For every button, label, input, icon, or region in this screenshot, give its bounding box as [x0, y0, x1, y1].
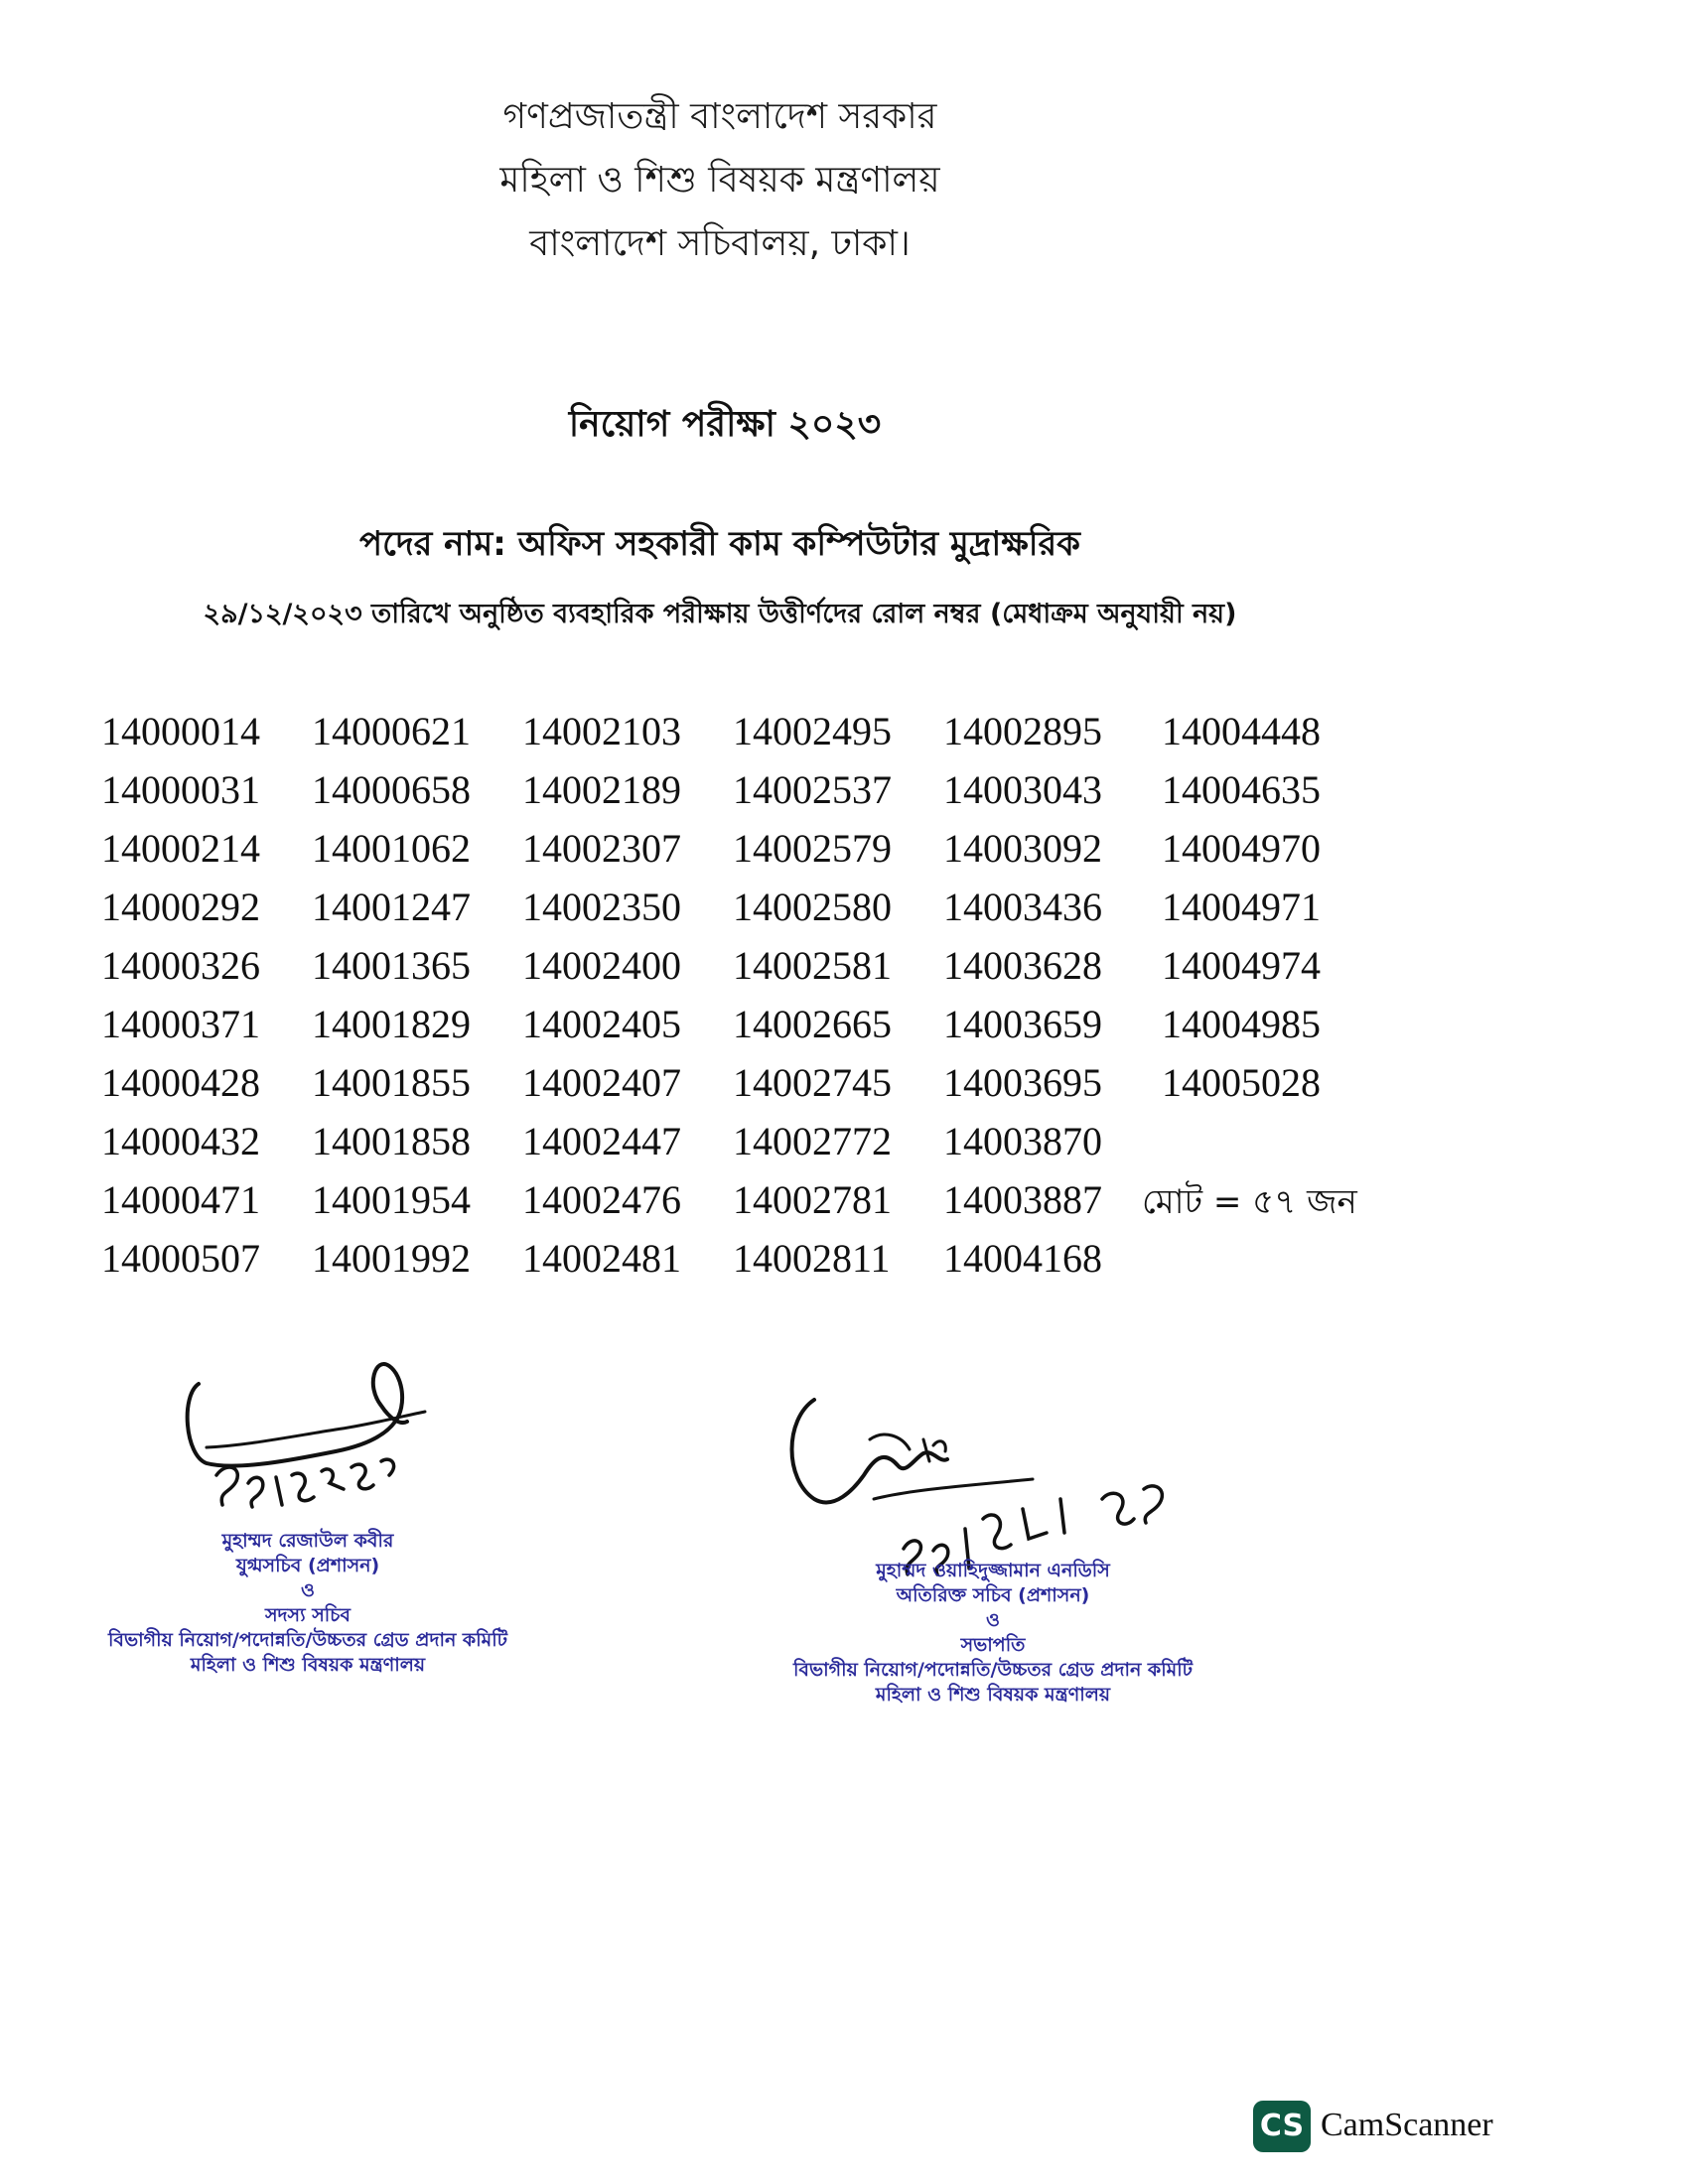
roll-number: 14002745 [733, 1060, 892, 1105]
roll-number: 14003436 [943, 885, 1102, 929]
roll-number: 14001954 [312, 1177, 471, 1222]
camscanner-watermark: CamScanner [1321, 2107, 1493, 2143]
left-signature-icon [177, 1326, 445, 1525]
roll-number: 14002580 [733, 885, 892, 929]
ministry-name: মহিলা ও শিশু বিষয়ক মন্ত্রণালয় [499, 160, 940, 201]
ministry-header [0, 85, 1440, 276]
roll-number: 14002481 [522, 1236, 681, 1281]
roll-number: 14000214 [101, 826, 260, 871]
roll-number: 14001365 [312, 943, 471, 988]
roll-number: 14001858 [312, 1119, 471, 1163]
roll-number: 14002581 [733, 943, 892, 988]
roll-number: 14000621 [312, 709, 471, 753]
result-subtitle: ২৯/১২/২০২৩ তারিখে অনুষ্ঠিত ব্যবহারিক পরীক্ষায় উত্তীর্ণদের রোল নম্বর (মেধাক্রম অনুযায়ী নয়) [203, 599, 1237, 629]
government-name: গণপ্রজাতন্ত্রী বাংলাদেশ সরকার [502, 96, 937, 137]
roll-number: 14003887 [943, 1177, 1102, 1222]
roll-number: 14002350 [522, 885, 681, 929]
total-count: মোট = ৫৭ জন [1142, 1182, 1357, 1222]
right-signatory-role: সভাপতি [960, 1634, 1026, 1656]
roll-number: 14004970 [1162, 826, 1321, 871]
roll-number: 14000371 [101, 1002, 260, 1046]
roll-number: 14000658 [312, 767, 471, 812]
roll-number: 14000432 [101, 1119, 260, 1163]
roll-number: 14001062 [312, 826, 471, 871]
right-signatory-title: অতিরিক্ত সচিব (প্রশাসন) [896, 1584, 1090, 1606]
roll-number: 14002405 [522, 1002, 681, 1046]
right-signatory-committee: বিভাগীয় নিয়োগ/পদোন্নতি/উচ্চতর গ্রেড প্রদান কমিটি [793, 1659, 1193, 1681]
roll-number: 14004635 [1162, 767, 1321, 812]
right-signatory-conjunction: ও [986, 1609, 1000, 1631]
roll-number: 14003043 [943, 767, 1102, 812]
left-signatory-committee: বিভাগীয় নিয়োগ/পদোন্নতি/উচ্চতর গ্রেড প্রদান কমিটি [108, 1629, 507, 1651]
left-signatory-conjunction: ও [301, 1579, 315, 1601]
camscanner-logo-icon: CS [1253, 2101, 1311, 2152]
roll-number: 14000014 [101, 709, 260, 753]
left-signatory-role: সদস্য সচিব [264, 1604, 352, 1626]
roll-number: 14000292 [101, 885, 260, 929]
roll-number: 14003092 [943, 826, 1102, 871]
roll-number: 14002537 [733, 767, 892, 812]
roll-number: 14002781 [733, 1177, 892, 1222]
right-signatory-stamp [735, 1559, 1251, 1707]
right-signature-icon [774, 1380, 1192, 1578]
roll-number: 14002407 [522, 1060, 681, 1105]
roll-number: 14004448 [1162, 709, 1321, 753]
post-title: পদের নাম: অফিস সহকারী কাম কম্পিউটার মুদ্রাক্ষরিক [359, 524, 1080, 564]
roll-number: 14004974 [1162, 943, 1321, 988]
roll-number: 14002103 [522, 709, 681, 753]
left-signatory-stamp [99, 1529, 516, 1678]
roll-number: 14002495 [733, 709, 892, 753]
left-signatory-title: যুগ্মসচিব (প্রশাসন) [235, 1555, 380, 1576]
roll-number: 14003628 [943, 943, 1102, 988]
roll-number: 14004168 [943, 1236, 1102, 1281]
roll-number: 14003695 [943, 1060, 1102, 1105]
roll-number: 14000471 [101, 1177, 260, 1222]
roll-number: 14001855 [312, 1060, 471, 1105]
roll-number: 14002579 [733, 826, 892, 871]
roll-number: 14005028 [1162, 1060, 1321, 1105]
exam-title: নিয়োগ পরীক্ষা ২০২৩ [568, 404, 882, 445]
roll-number: 14002811 [733, 1236, 891, 1281]
roll-number: 14002772 [733, 1119, 892, 1163]
roll-number: 14001247 [312, 885, 471, 929]
left-signatory-name: মুহাম্মদ রেজাউল কবীর [221, 1530, 394, 1552]
roll-number: 14002476 [522, 1177, 681, 1222]
roll-number: 14000031 [101, 767, 260, 812]
roll-number: 14004985 [1162, 1002, 1321, 1046]
left-signatory-ministry: মহিলা ও শিশু বিষয়ক মন্ত্রণালয় [190, 1654, 426, 1676]
roll-number: 14002665 [733, 1002, 892, 1046]
roll-number: 14001829 [312, 1002, 471, 1046]
roll-number: 14000326 [101, 943, 260, 988]
secretariat-address: বাংলাদেশ সচিবালয়, ঢাকা। [529, 223, 911, 264]
roll-number: 14000428 [101, 1060, 260, 1105]
roll-number: 14002895 [943, 709, 1102, 753]
roll-number: 14000507 [101, 1236, 260, 1281]
roll-number: 14002307 [522, 826, 681, 871]
roll-number: 14002189 [522, 767, 681, 812]
roll-number: 14003659 [943, 1002, 1102, 1046]
roll-number: 14002447 [522, 1119, 681, 1163]
roll-number: 14002400 [522, 943, 681, 988]
right-signatory-name: মুহাম্মদ ওয়াহিদুজ্জামান এনডিসি [876, 1560, 1110, 1581]
roll-number: 14004971 [1162, 885, 1321, 929]
roll-number: 14003870 [943, 1119, 1102, 1163]
right-signatory-ministry: মহিলা ও শিশু বিষয়ক মন্ত্রণালয় [875, 1684, 1111, 1706]
roll-number: 14001992 [312, 1236, 471, 1281]
